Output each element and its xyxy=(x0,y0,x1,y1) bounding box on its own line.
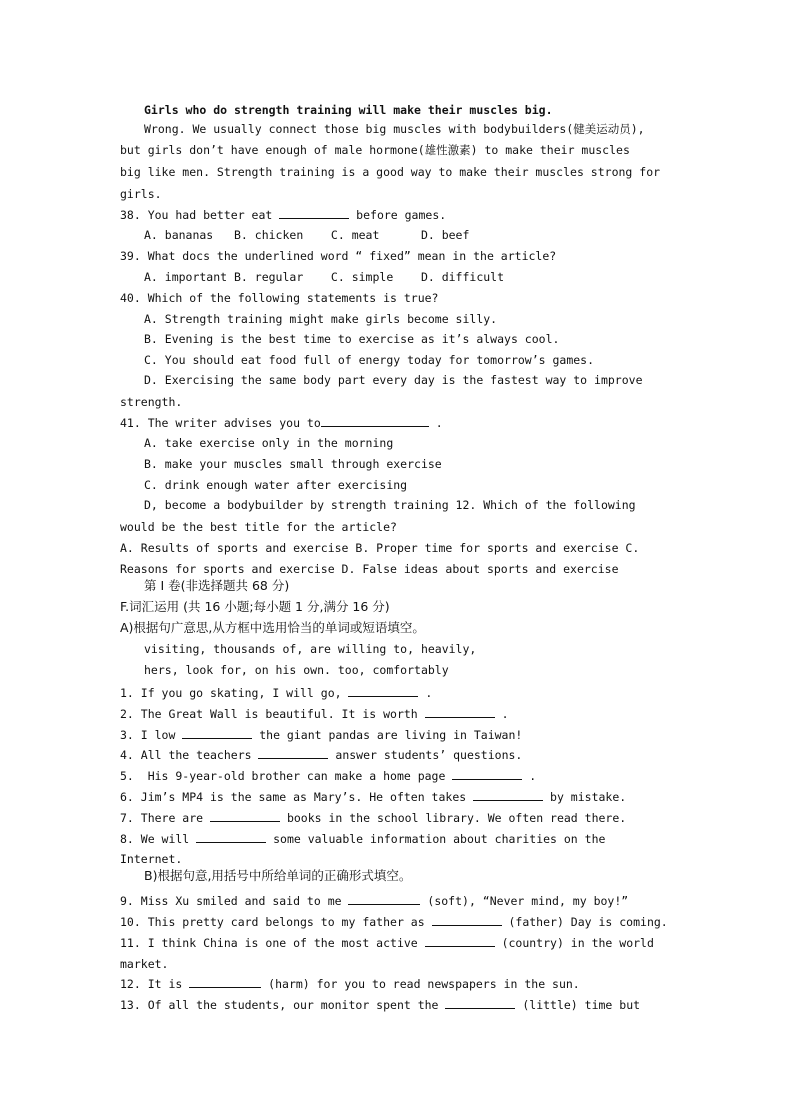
q40-option-a: A. Strength training might make girls become silly. xyxy=(144,312,498,326)
answer-blank[interactable] xyxy=(348,893,420,905)
sentence-text: (little) time but xyxy=(515,998,641,1012)
sentence-text: the giant pandas are living in Taiwan! xyxy=(252,728,523,742)
q38-options: A. bananas B. chicken C. meat D. beef xyxy=(144,228,470,242)
sentence-text: 3. I low xyxy=(120,728,183,742)
paragraph-line: Wrong. We usually connect those big muscles with bodybuilders(健美运动员), xyxy=(144,122,645,136)
q41-option-c: C. drink enough water after exercising xyxy=(144,478,408,492)
sentence-text: 2. The Great Wall is beautiful. It is worth xyxy=(120,707,425,721)
answer-blank[interactable] xyxy=(196,831,266,843)
sentence-text: (father) Day is coming. xyxy=(501,915,668,929)
q40-option-d: D. Exercising the same body part every day is the fastest way to improve xyxy=(144,373,643,387)
sentence-text: 7. There are xyxy=(120,811,211,825)
sentence-text: 6. Jim’s MP4 is the same as Mary’s. He often takes xyxy=(120,790,474,804)
sentence-text: some valuable information about charities on the xyxy=(266,832,606,846)
question-41 xyxy=(120,415,443,431)
sentence-text: 10. This pretty card belongs to my father as xyxy=(120,915,432,929)
sentence-text: 5. His 9-year-old brother can make a home page xyxy=(120,769,453,783)
word-box-line: visiting, thousands of, are willing to, heavily, xyxy=(144,642,477,656)
word-box-line: hers, look for, on his own. too, comfortably xyxy=(144,663,449,677)
sentence-text: . xyxy=(494,707,509,721)
answer-blank[interactable] xyxy=(210,810,280,822)
q41-option-a: A. take exercise only in the morning xyxy=(144,436,394,450)
paragraph-line: but girls don’t have enough of male hormone(雄性激素) to make their muscles xyxy=(120,143,630,157)
q41-option-d-cont: would be the best title for the article? xyxy=(120,520,397,534)
fill-sentence-11 xyxy=(120,935,654,951)
answer-blank[interactable] xyxy=(452,768,522,780)
part-b-instruction: B)根据句意,用括号中所给单词的正确形式填空。 xyxy=(144,868,412,883)
q12-options-line: Reasons for sports and exercise D. False ideas about sports and exercise xyxy=(120,562,619,576)
answer-blank[interactable] xyxy=(321,415,429,427)
sentence-text: (country) in the world xyxy=(494,936,654,950)
section-title: 第 I 卷(非选择题共 68 分) xyxy=(144,578,290,593)
answer-blank[interactable] xyxy=(189,976,261,988)
paragraph-line: big like men. Strength training is a good way to make their muscles strong for xyxy=(120,165,661,179)
sentence-text: 8. We will xyxy=(120,832,197,846)
fill-sentence-13 xyxy=(120,997,640,1013)
q41-stem: 41. The writer advises you to xyxy=(120,416,321,430)
q39-options: A. important B. regular C. simple D. difficult xyxy=(144,270,505,284)
q12-options-line: A. Results of sports and exercise B. Proper time for sports and exercise C. xyxy=(120,541,640,555)
answer-blank[interactable] xyxy=(473,789,543,801)
sentence-text: 9. Miss Xu smiled and said to me xyxy=(120,894,349,908)
q38-stem-end: before games. xyxy=(349,208,447,222)
sentence-text: 4. All the teachers xyxy=(120,748,259,762)
sentence-text: (soft), “Never mind, my boy!” xyxy=(420,894,629,908)
q40-option-c: C. You should eat food full of energy today for tomorrow’s games. xyxy=(144,353,595,367)
part-heading: F.词汇运用 (共 16 小题;每小题 1 分,满分 16 分) xyxy=(120,599,390,614)
q38-stem: 38. You had better eat xyxy=(120,208,280,222)
fill-sentence-9 xyxy=(120,893,628,909)
sentence-text: 13. Of all the students, our monitor spent the xyxy=(120,998,446,1012)
fill-sentence-11-cont: market. xyxy=(120,957,169,971)
sentence-text: books in the school library. We often read there. xyxy=(280,811,627,825)
q40-option-d-cont: strength. xyxy=(120,395,183,409)
q41-option-d: D, become a bodybuilder by strength training 12. Which of the following xyxy=(144,498,636,512)
q41-option-b: B. make your muscles small through exercise xyxy=(144,457,442,471)
fill-sentence-5 xyxy=(120,768,536,784)
fill-sentence-8 xyxy=(120,831,605,847)
fill-sentence-3 xyxy=(120,727,522,743)
answer-blank[interactable] xyxy=(425,935,495,947)
answer-blank[interactable] xyxy=(445,997,515,1009)
fill-sentence-1 xyxy=(120,685,432,701)
fill-sentence-4 xyxy=(120,747,522,763)
sentence-text: (harm) for you to read newspapers in the sun. xyxy=(261,977,580,991)
answer-blank[interactable] xyxy=(432,914,502,926)
sentence-text: 12. It is xyxy=(120,977,190,991)
q40-option-b: B. Evening is the best time to exercise as it’s always cool. xyxy=(144,332,560,346)
fill-sentence-6 xyxy=(120,789,626,805)
fill-sentence-12 xyxy=(120,976,580,992)
q41-stem-end: . xyxy=(428,416,443,430)
sentence-text: 1. If you go skating, I will go, xyxy=(120,686,349,700)
sentence-text: . xyxy=(418,686,433,700)
answer-blank[interactable] xyxy=(182,727,252,739)
fill-sentence-8-cont: Internet. xyxy=(120,852,183,866)
sentence-text: answer students’ questions. xyxy=(328,748,523,762)
fill-sentence-10 xyxy=(120,914,668,930)
sentence-text: . xyxy=(522,769,537,783)
question-40: 40. Which of the following statements is true? xyxy=(120,291,439,305)
sentence-text: by mistake. xyxy=(543,790,627,804)
reading-heading: Girls who do strength training will make their muscles big. xyxy=(144,103,553,117)
answer-blank[interactable] xyxy=(258,747,328,759)
fill-sentence-2 xyxy=(120,706,509,722)
question-39: 39. What docs the underlined word “ fixed” mean in the article? xyxy=(120,249,557,263)
answer-blank[interactable] xyxy=(279,207,349,219)
fill-sentence-7 xyxy=(120,810,626,826)
answer-blank[interactable] xyxy=(348,685,418,697)
paragraph-line: girls. xyxy=(120,187,162,201)
question-38 xyxy=(120,207,446,223)
sentence-text: 11. I think China is one of the most active xyxy=(120,936,425,950)
part-a-instruction: A)根据句广意思,从方框中选用恰当的单词或短语填空。 xyxy=(120,620,425,635)
answer-blank[interactable] xyxy=(425,706,495,718)
